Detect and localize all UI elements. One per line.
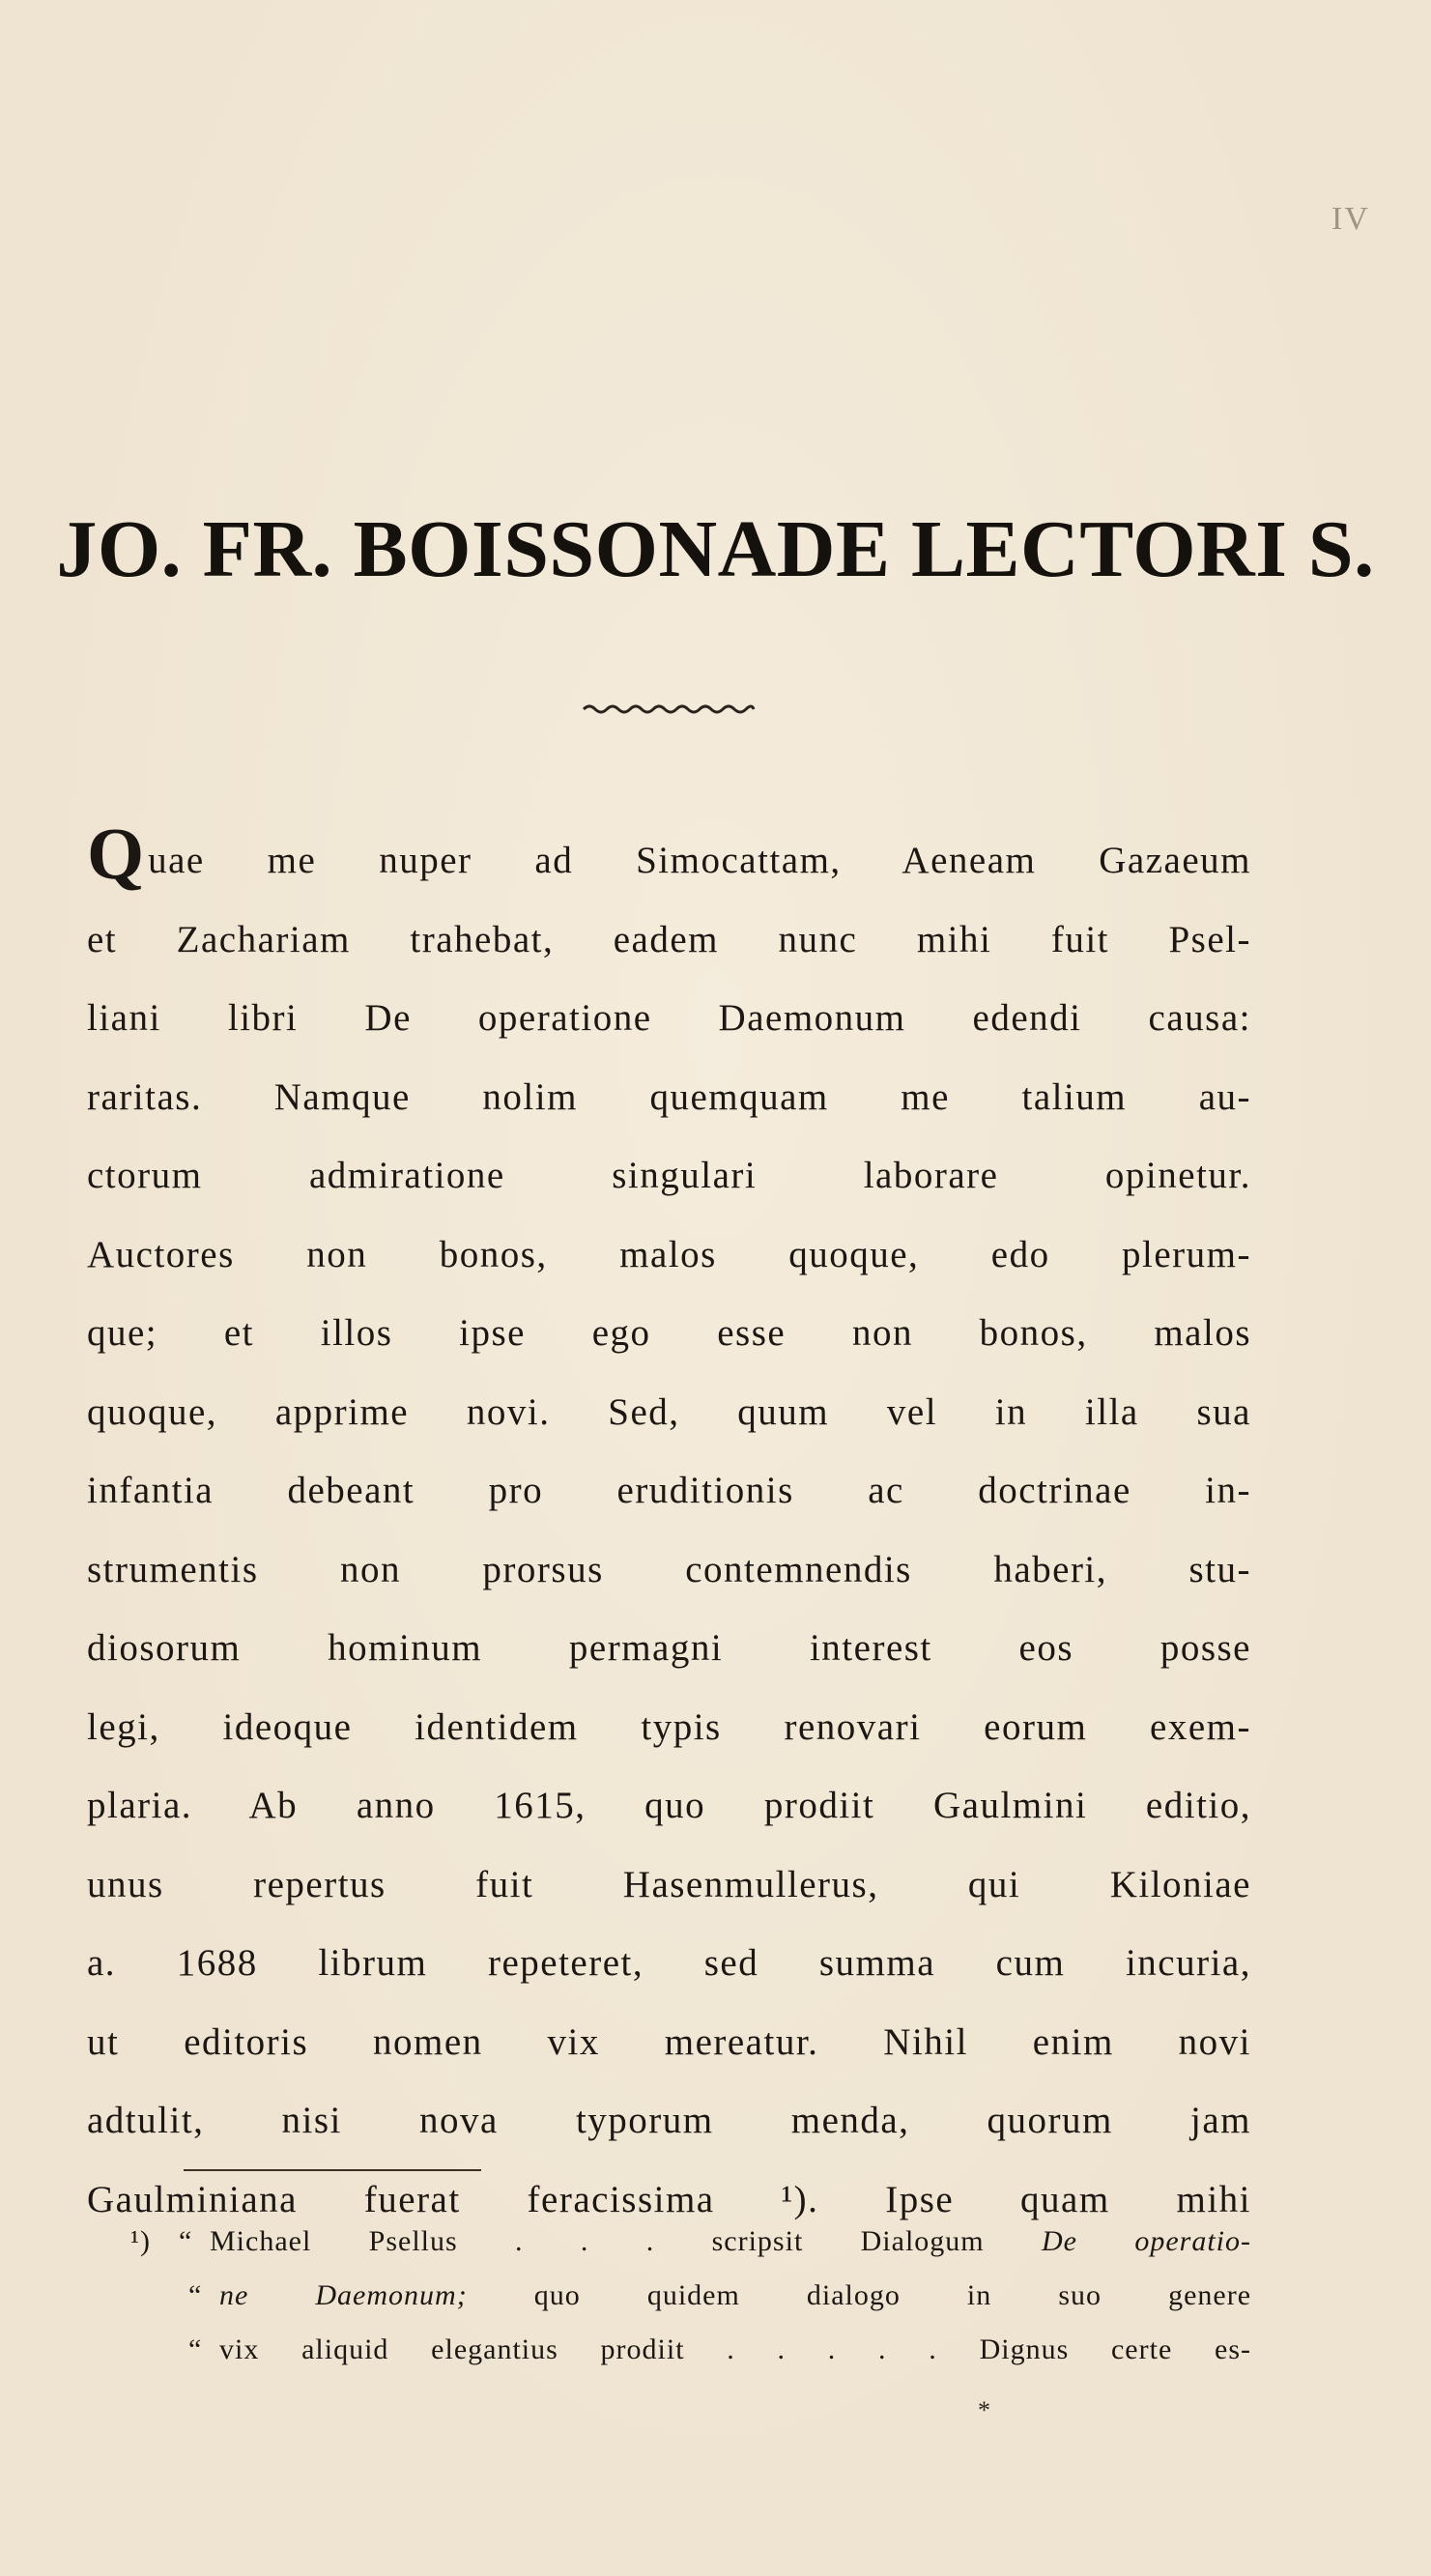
- text-line: infantia debeant pro eruditionis ac doctrinae in-: [87, 1470, 1251, 1511]
- quote-mark: “: [179, 2225, 193, 2257]
- text-line: raritas. Namque nolim quemquam me talium au-: [87, 1075, 1251, 1118]
- footnote-italic: De operatio-: [1042, 2225, 1251, 2257]
- text-line: ut editoris nomen vix mereatur. Nihil enim novi: [87, 2020, 1251, 2063]
- ornament-divider: [582, 701, 756, 717]
- text-line: quoque, apprime novi. Sed, quum vel in illa sua: [87, 1390, 1251, 1433]
- text-line: uae me nuper ad Simocattam, Aeneam Gazaeum: [148, 840, 1251, 881]
- text-line: strumentis non prorsus contemnendis haberi, stu-: [87, 1548, 1251, 1590]
- footnote-italic: ne Daemonum;: [219, 2279, 468, 2311]
- text-line: adtulit, nisi nova typorum menda, quorum jam: [87, 2100, 1251, 2141]
- text-line: diosorum hominum permagni interest eos posse: [87, 1627, 1251, 1669]
- text-line: ctorum admiratione singulari laborare opinetur.: [87, 1155, 1251, 1196]
- page-signature: IV: [1331, 201, 1370, 237]
- footnote-text: Michael Psellus . . . scripsit Dialogum: [210, 2225, 985, 2257]
- text-line: que; et illos ipse ego esse non bonos, malos: [87, 1312, 1251, 1354]
- footnote: [130, 2215, 1251, 2377]
- body-text: [87, 814, 1251, 2239]
- text-line: et Zachariam trahebat, eadem nunc mihi fuit Psel-: [87, 918, 1251, 960]
- footnote-rule: [184, 2169, 481, 2171]
- text-line: liani libri De operatione Daemonum edendi causa:: [87, 997, 1251, 1039]
- text-line: legi, ideoque identidem typis renovari eorum exem-: [87, 1705, 1251, 1748]
- text-line: plaria. Ab anno 1615, quo prodiit Gaulmini editio,: [87, 1785, 1251, 1826]
- text-line: unus repertus fuit Hasenmullerus, qui Kiloniae: [87, 1863, 1251, 1905]
- footnote-text: vix aliquid elegantius prodiit . . . . . Dignus certe es-: [219, 2333, 1251, 2365]
- footnote-line: [130, 2269, 1251, 2323]
- text-line: a. 1688 librum repeteret, sed summa cum incuria,: [87, 1942, 1251, 1984]
- text-line: Gaulminiana fuerat feracissima ¹). Ipse quam mihi: [87, 2178, 1251, 2220]
- footnote-line: [130, 2323, 1251, 2377]
- page-title: JO. FR. BOISSONADE LECTORI S.: [56, 504, 1375, 594]
- text-line: Auctores non bonos, malos quoque, edo plerum-: [87, 1233, 1251, 1275]
- footnote-mark: ¹): [130, 2225, 151, 2257]
- drop-cap: Q: [87, 814, 145, 895]
- quote-mark: “: [188, 2279, 203, 2311]
- footnote-text: quo quidem dialogo in suo genere: [533, 2279, 1252, 2311]
- signature-mark: *: [978, 2396, 990, 2424]
- quote-mark: “: [188, 2333, 203, 2365]
- footnote-line: [130, 2215, 1251, 2269]
